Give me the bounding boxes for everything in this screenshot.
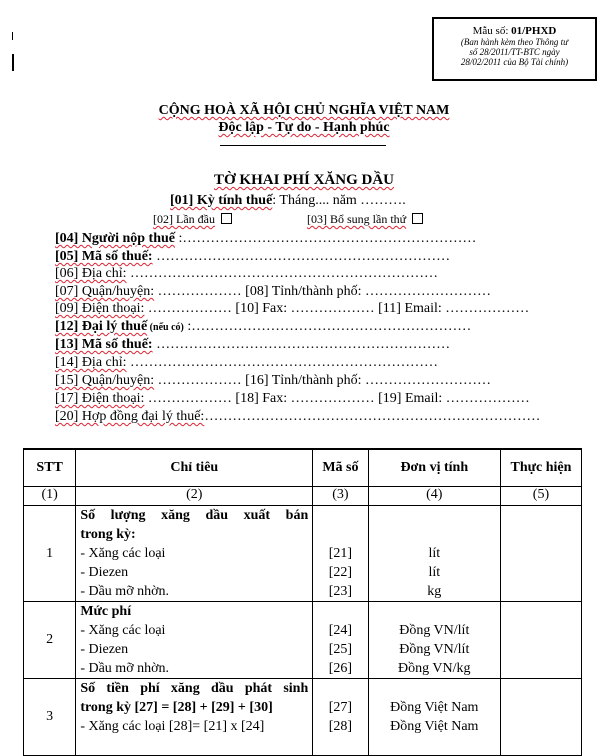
- row-item: - Diezen: [80, 642, 129, 657]
- item-code: [22]: [328, 565, 353, 580]
- col-number: (4): [368, 487, 500, 506]
- field-label-note: (nếu có): [147, 322, 184, 333]
- field-label: [06] Địa chỉ:: [55, 266, 127, 281]
- row-code: [313, 679, 368, 756]
- field-entry[interactable]: ……………… [18] Fax: ……………… [19] Email: ………………: [144, 391, 530, 406]
- item-code: [23]: [328, 584, 353, 599]
- row-item: - Dầu mỡ nhờn.: [80, 661, 169, 676]
- item-code: [25]: [328, 642, 353, 657]
- field-entry[interactable]: ………………………………………………………: [152, 337, 451, 352]
- field-line[interactable]: [55, 301, 529, 317]
- field-line[interactable]: [55, 319, 471, 336]
- row-title: Mức phí: [80, 604, 132, 619]
- col-number: (3): [313, 487, 368, 506]
- item-unit: Đồng VN/lít: [399, 623, 470, 638]
- field-line[interactable]: [55, 249, 450, 265]
- field-label: [09] Điện thoại:: [55, 301, 145, 316]
- item-code: [28]: [328, 719, 353, 734]
- field-entry[interactable]: :……………………………………………………: [183, 319, 472, 334]
- row-item: - Xăng các loại [28]= [21] x [24]: [80, 719, 265, 734]
- item-unit: lít: [428, 565, 441, 580]
- row-stt: 3: [24, 679, 76, 756]
- row-criteria: [76, 602, 313, 679]
- margin-marker: [12, 32, 13, 40]
- item-unit: lít: [428, 546, 441, 561]
- field-label: [20] Hợp đồng đại lý thuế:: [55, 409, 205, 424]
- field-label: [14] Địa chỉ:: [55, 355, 127, 370]
- field-line[interactable]: [55, 355, 438, 371]
- form-code: [434, 26, 595, 37]
- row-item: - Xăng các loại: [80, 546, 166, 561]
- item-unit: Đồng Việt Nam: [390, 700, 479, 715]
- field-line[interactable]: [55, 284, 491, 300]
- row-title: Số lượng xăng dầu xuất bán: [80, 508, 309, 523]
- field-line[interactable]: [55, 391, 530, 407]
- supplement-option[interactable]: [307, 212, 423, 227]
- tax-period-label: [01] Kỳ tính thuế: [170, 193, 273, 208]
- tax-period: [170, 193, 406, 209]
- item-unit: Đồng Việt Nam: [390, 719, 479, 734]
- first-time-option[interactable]: [153, 212, 232, 227]
- field-entry[interactable]: ……………… [08] Tỉnh/thành phố: ………………………: [154, 284, 492, 299]
- table-row: [24, 602, 582, 679]
- field-label: [17] Điện thoại:: [55, 391, 145, 406]
- field-label: [12] Đại lý thuế: [55, 319, 148, 334]
- form-code-label: Mẫu số:: [472, 25, 509, 37]
- item-unit: Đồng VN/kg: [398, 661, 471, 676]
- form-code-value: 01/PHXD: [511, 25, 557, 37]
- first-time-checkbox[interactable]: [221, 213, 232, 224]
- item-code: [24]: [328, 623, 353, 638]
- fee-table: [23, 448, 582, 756]
- col-header-value: Thực hiện: [500, 449, 581, 487]
- table-header-row: [24, 449, 582, 487]
- item-code: [27]: [328, 700, 353, 715]
- table-row: [24, 679, 582, 756]
- field-line[interactable]: [55, 266, 438, 282]
- issued-line-3: 28/02/2011 của Bộ Tài chính): [460, 57, 569, 67]
- row-title: Số tiền phí xăng dầu phát sinh: [80, 681, 309, 696]
- form-issued-note: [434, 37, 595, 67]
- row-criteria: [76, 679, 313, 756]
- row-stt: 2: [24, 602, 76, 679]
- row-stt: 1: [24, 506, 76, 602]
- field-line[interactable]: [55, 337, 450, 353]
- col-header-stt: STT: [24, 449, 76, 487]
- table-row: [24, 506, 582, 602]
- field-line[interactable]: [55, 231, 476, 247]
- col-header-code: Mã số: [313, 449, 368, 487]
- column-number-row: [24, 487, 582, 506]
- field-entry[interactable]: …………………………………………………………: [126, 266, 439, 281]
- supplement-checkbox[interactable]: [412, 213, 423, 224]
- col-number: (1): [24, 487, 76, 506]
- form-code-box: [432, 17, 597, 81]
- row-value-input[interactable]: [500, 506, 581, 602]
- issued-line-1: (Ban hành kèm theo Thông tư: [460, 37, 569, 47]
- row-item: - Diezen: [80, 565, 129, 580]
- text-cursor: [12, 54, 14, 71]
- row-title-cont: trong kỳ:: [80, 527, 136, 542]
- row-criteria: [76, 506, 313, 602]
- national-motto: Độc lập - Tự do - Hạnh phúc: [218, 120, 390, 135]
- row-unit: [368, 679, 500, 756]
- field-line[interactable]: [55, 409, 540, 425]
- field-label: [13] Mã số thuế:: [55, 337, 153, 352]
- row-value-input[interactable]: [500, 602, 581, 679]
- supplement-label: [03] Bổ sung lần thứ: [307, 212, 407, 226]
- item-unit: kg: [427, 584, 442, 599]
- field-label: [04] Người nộp thuế: [55, 231, 175, 246]
- motto-underline: [220, 145, 386, 146]
- field-label: [05] Mã số thuế:: [55, 249, 153, 264]
- row-code: [313, 506, 368, 602]
- field-entry[interactable]: ………………………………………………………: [152, 249, 451, 264]
- field-entry[interactable]: ………………………………………………………………: [204, 409, 541, 424]
- row-title-cont: trong kỳ [27] = [28] + [29] + [30]: [80, 700, 273, 715]
- field-entry[interactable]: ……………… [16] Tỉnh/thành phố: ………………………: [154, 373, 492, 388]
- first-time-label: [02] Lần đầu: [153, 212, 215, 226]
- field-entry[interactable]: …………………………………………………………: [126, 355, 439, 370]
- field-entry[interactable]: ……………… [10] Fax: ……………… [11] Email: ………………: [144, 301, 530, 316]
- form-title: TỜ KHAI PHÍ XĂNG DẦU: [213, 172, 394, 188]
- row-unit: [368, 506, 500, 602]
- item-code: [21]: [328, 546, 353, 561]
- row-unit: [368, 602, 500, 679]
- national-title: CỘNG HOÀ XÃ HỘI CHỦ NGHĨA VIỆT NAM: [158, 103, 450, 118]
- item-code: [26]: [328, 661, 353, 676]
- row-item: - Xăng các loại: [80, 623, 166, 638]
- field-label: [15] Quận/huyện:: [55, 373, 155, 388]
- tax-period-value[interactable]: : Tháng.... năm ……….: [272, 193, 406, 208]
- row-value-input[interactable]: [500, 679, 581, 756]
- issued-line-2: số 28/2011/TT-BTC ngày: [469, 47, 560, 57]
- field-entry[interactable]: :………………………………………………………: [175, 231, 477, 246]
- field-line[interactable]: [55, 373, 491, 389]
- col-header-criteria: Chỉ tiêu: [76, 449, 313, 487]
- field-label: [07] Quận/huyện:: [55, 284, 155, 299]
- col-header-unit: Đơn vị tính: [368, 449, 500, 487]
- row-item: - Dầu mỡ nhờn.: [80, 584, 169, 599]
- col-number: (5): [500, 487, 581, 506]
- row-code: [313, 602, 368, 679]
- col-number: (2): [76, 487, 313, 506]
- item-unit: Đồng VN/lít: [399, 642, 470, 657]
